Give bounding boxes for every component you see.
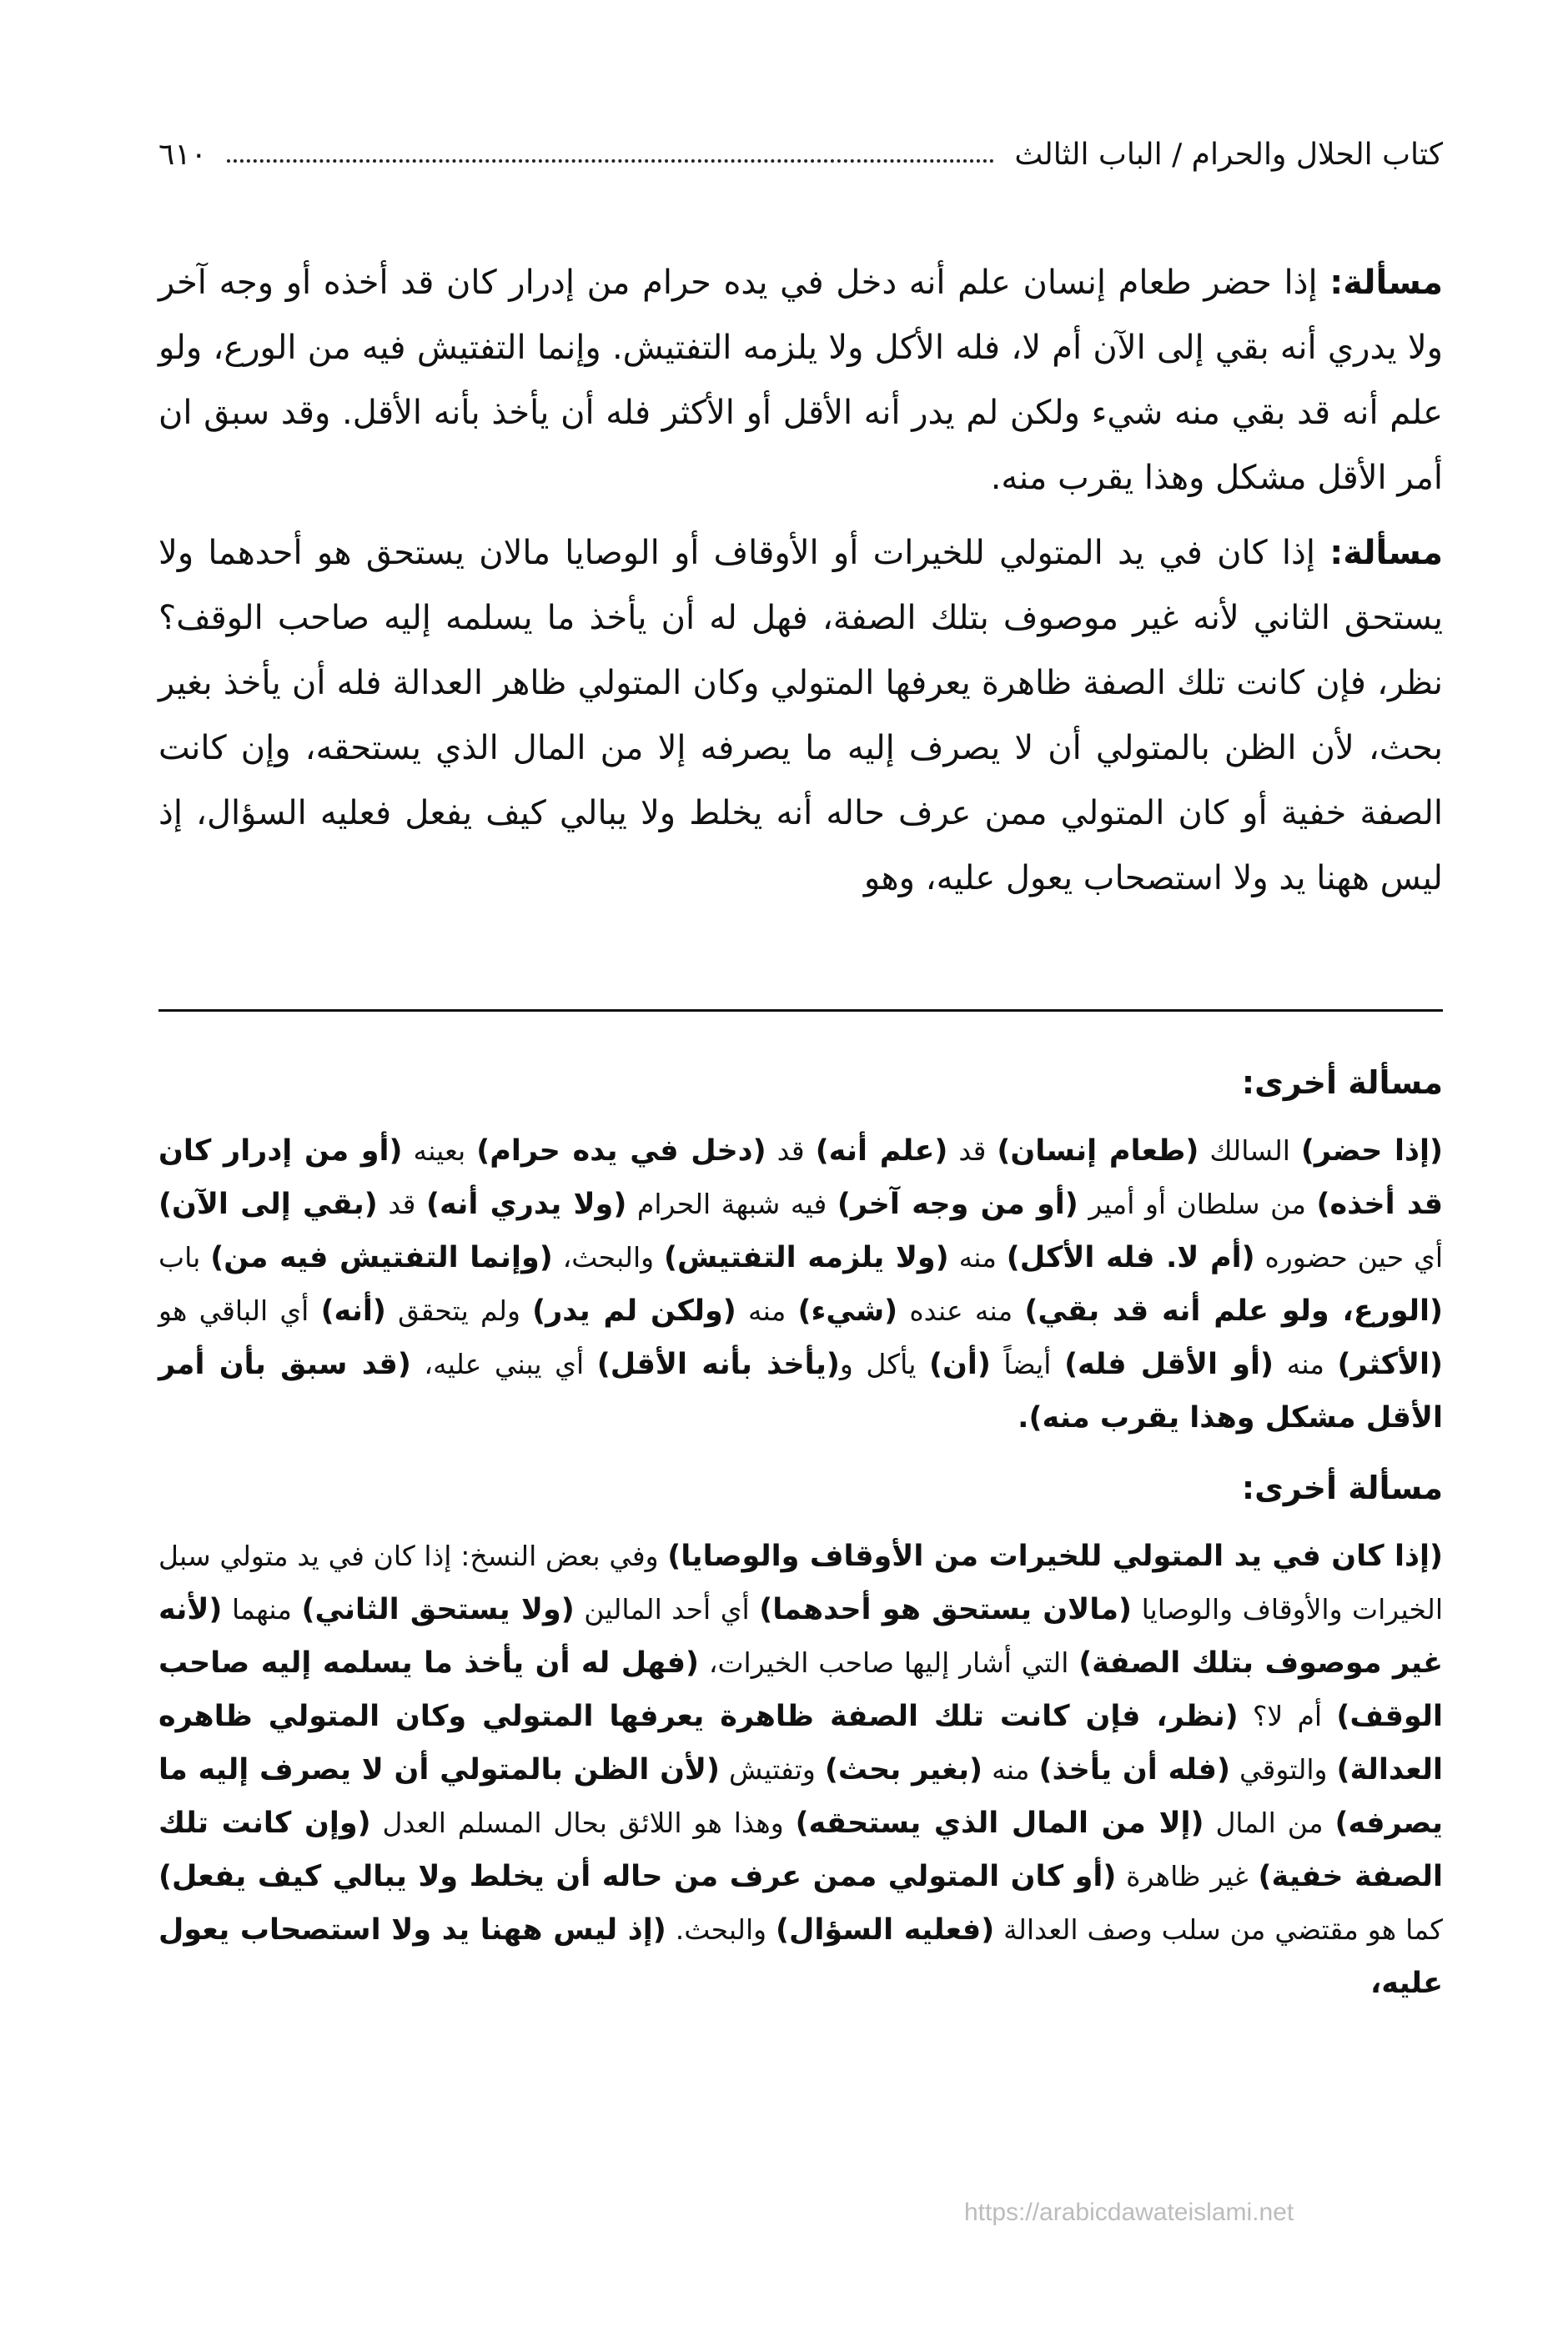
quoted-text: (وإنما التفتيش فيه من) [210,1241,553,1274]
commentary [158,1053,1443,2023]
commentary-text: من المال [1204,1807,1335,1839]
commentary-text: والبحث. [666,1913,776,1946]
quoted-text: (وإن كانت تلك الصفة خفية) [158,1807,1443,1893]
quoted-text: (إذ ليس ههنا يد ولا استصحاب يعول عليه، [158,1913,1443,2000]
footnote-separator [158,1009,1443,1012]
quoted-text: (لأنه غير موصوف بتلك الصفة) [158,1593,1443,1680]
commentary-text: أم لا؟ [1238,1700,1337,1732]
commentary-text: السالك [1199,1134,1301,1167]
masala-label: مسألة: [1329,264,1443,302]
paragraph-text: إذا حضر طعام إنسان علم أنه دخل في يده حرام من إدرار كان قد أخذه أو وجه آخر ولا يدري أنه بقي إلى الآن أم لا، فله الأكل ولا يلزمه التفتيش. وإنما التفتيش فيه من الورع، ولو علم أنه قد بقي منه شيء ولكن لم يدر أنه الأقل أو الأكثر فله أن يأخذ بأنه الأقل. وقد سبق ان أمر الأقل مشكل وهذا يقرب منه. [158,264,1443,497]
commentary-text: منه [736,1294,798,1327]
quoted-text: (طعام إنسان) [997,1134,1199,1168]
quoted-text: (إذا حضر) [1300,1134,1443,1168]
commentary-text: أي حين حضوره [1254,1241,1444,1274]
commentary-text: منه عنده [897,1294,1025,1327]
commentary-text: منه [983,1753,1039,1786]
commentary-text: قد [377,1188,427,1220]
quoted-text: (أو من وجه آخر) [837,1188,1078,1221]
commentary-text: منهما [222,1593,302,1626]
quoted-text: (ولا يدري أنه) [426,1188,627,1221]
commentary-text: أي أحد المالين [574,1593,760,1626]
commentary-text: قد [766,1134,816,1167]
running-title: كتاب الحلال والحرام / الباب الثالث [1014,137,1443,172]
quoted-text: (الأكثر) [1337,1348,1444,1381]
quoted-text: (أو كان المتولي ممن عرف من حاله أن يخلط ولا يبالي كيف يفعل) [158,1860,1117,1893]
commentary-text: كما هو مقتضي من سلب وصف العدالة [994,1913,1444,1946]
quoted-text: (الورع، ولو علم أنه قد بقي) [1024,1294,1443,1328]
page-number: ٦١٠ [158,137,208,172]
quoted-text: (دخل في يده حرام) [476,1134,766,1168]
quoted-text: (ولا يلزمه التفتيش) [663,1241,949,1274]
commentary-text: وهذا هو اللائق بحال المسلم العدل [370,1807,796,1839]
quoted-text: (قد سبق بأن أمر الأقل مشكل وهذا يقرب منه). [158,1348,1443,1435]
quoted-text: (أنه) [320,1294,386,1328]
header-dot-leader [227,159,994,163]
commentary-text: أي يبني عليه، [410,1348,597,1380]
commentary-text: والبحث، [552,1241,664,1274]
quoted-text: (فله أن يأخذ) [1038,1753,1230,1787]
commentary-text: أي الباقي هو [158,1294,321,1327]
commentary-paragraph [158,1530,1443,2010]
commentary-text: التي أشار إليها صاحب الخيرات، [699,1646,1079,1679]
commentary-heading: مسألة أخرى: [1241,1470,1443,1506]
commentary-heading: مسألة أخرى: [1241,1064,1443,1101]
main-paragraph [158,250,1443,510]
commentary-text: ولم يتحقق [385,1294,533,1327]
quoted-text: (علم أنه) [815,1134,948,1168]
main-text [158,250,1443,921]
commentary-text: من سلطان أو أمير [1078,1188,1317,1220]
quoted-text: (لأن الظن بالمتولي أن لا يصرف إليه ما يصرفه) [158,1753,1443,1840]
quoted-text: (فعليه السؤال) [776,1913,995,1947]
quoted-text: (أو من إدرار كان قد أخذه) [158,1134,1444,1221]
commentary-text: بعينه [402,1134,477,1167]
quoted-text: (أن) [928,1348,991,1381]
quoted-text: (إلا من المال الذي يستحقه) [795,1807,1204,1840]
commentary-text: باب [158,1241,211,1274]
commentary-text: أيضاً [990,1348,1065,1380]
commentary-text: يأكل و [839,1348,929,1380]
quoted-text: (فهل له أن يأخذ ما يسلمه إليه صاحب الوقف) [158,1646,1444,1733]
running-header [158,125,1443,183]
quoted-text: (يأخذ بأنه الأقل) [596,1348,840,1381]
quoted-text: (بقي إلى الآن) [158,1188,378,1221]
commentary-text: منه [948,1241,1007,1274]
quoted-text: (ولكن لم يدر) [532,1294,736,1328]
commentary-text: وفي بعض النسخ: إذا كان في يد متولي سبل الخيرات والأوقاف والوصايا [158,1540,1443,1626]
quoted-text: (أو الأقل فله) [1064,1348,1274,1381]
main-paragraph [158,520,1443,911]
quoted-text: (شيء) [797,1294,898,1328]
commentary-text: والتوقي [1229,1753,1337,1786]
quoted-text: (نظر، فإن كانت تلك الصفة ظاهرة يعرفها المتولي وكان المتولي ظاهره العدالة) [158,1700,1444,1787]
commentary-text: قد [947,1134,998,1167]
quoted-text: (بغير بحث) [824,1753,983,1787]
commentary-text: منه [1274,1348,1338,1380]
commentary-text: فيه شبهة الحرام [626,1188,837,1220]
masala-label: مسألة: [1329,534,1443,572]
watermark-url: https://arabicdawateislami.net [964,2199,1294,2226]
quoted-text: (مالان يستحق هو أحدهما) [759,1593,1133,1626]
quoted-text: (إذا كان في يد المتولي للخيرات من الأوقاف والوصايا) [667,1540,1443,1573]
paragraph-text: إذا كان في يد المتولي للخيرات أو الأوقاف أو الوصايا مالان يستحق هو أحدهما ولا يستحق الثاني لأنه غير موصوف بتلك الصفة، فهل له أن يأخذ ما يسلمه إليه صاحب الوقف؟ نظر، فإن كانت تلك الصفة ظاهرة يعرفها المتولي وكان المتولي ظاهر العدالة فله أن يأخذ بغير بحث، لأن الظن بالمتولي أن لا يصرف إليه ما يصرفه إلا من المال الذي يستحقه، وإن كانت الصفة خفية أو كان المتولي ممن عرف حاله أنه يخلط ولا يبالي كيف يفعل فعليه السؤال، إذ ليس ههنا يد ولا استصحاب يعول عليه، وهو [158,534,1443,897]
quoted-text: (ولا يستحق الثاني) [301,1593,575,1626]
commentary-paragraph [158,1124,1443,1445]
quoted-text: (أم لا. فله الأكل) [1006,1241,1255,1274]
commentary-text: غير ظاهرة [1116,1860,1259,1892]
commentary-text: وتفتيش [720,1753,825,1786]
